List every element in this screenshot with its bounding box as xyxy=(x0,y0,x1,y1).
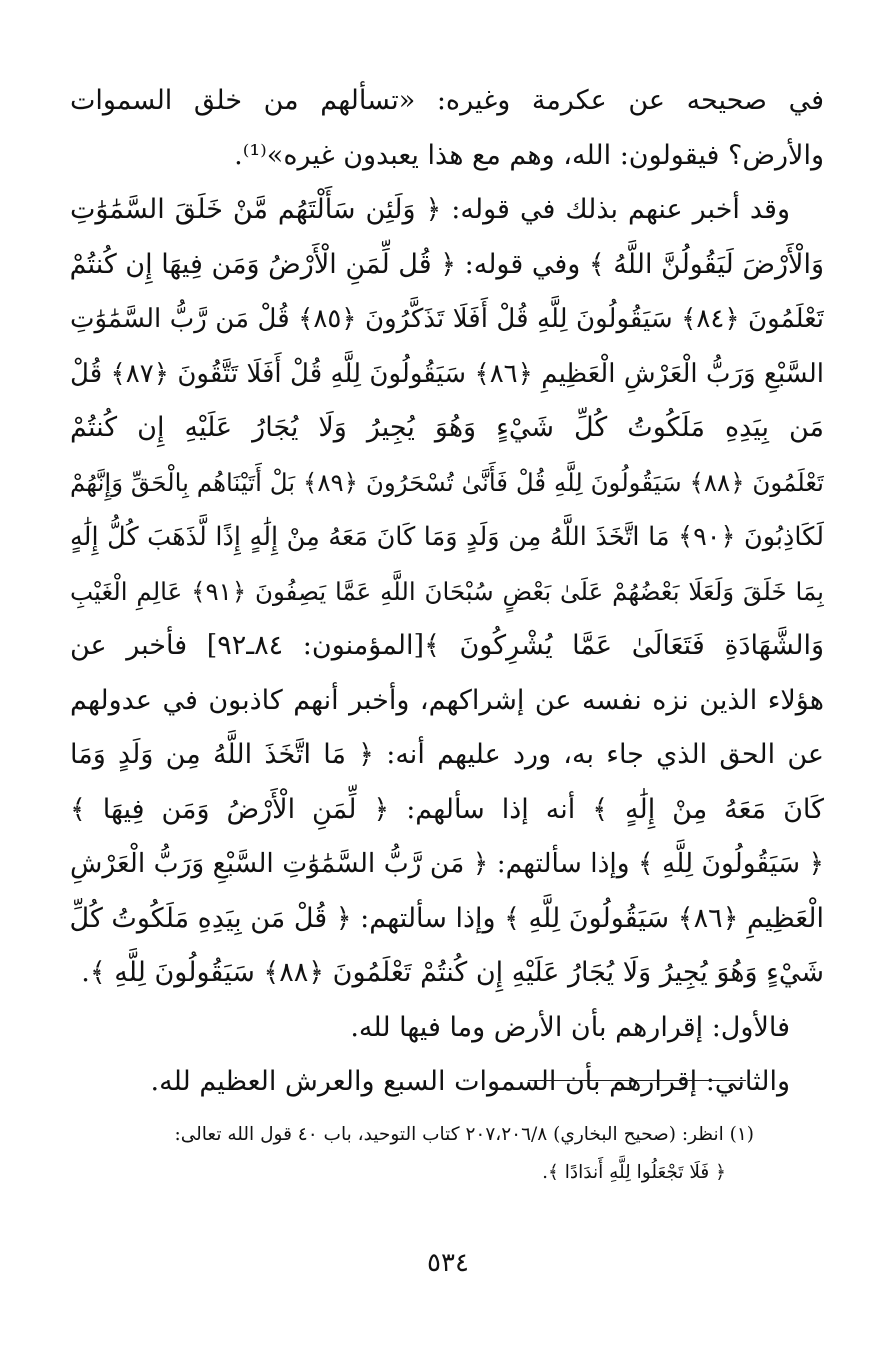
text-line-2: والأرض؟ فيقولون: الله، وهم مع هذا يعبدون غيره»⁽¹⁾. xyxy=(234,139,824,171)
text-line-6: السَّبْعِ وَرَبُّ الْعَرْشِ الْعَظِيمِ ﴿٨٦﴾ سَيَقُولُونَ لِلَّهِ قُلْ أَفَلَا تَتَّقُونَ ﴿٨٧﴾ قُلْ xyxy=(70,358,824,389)
footnote-line-1: (١) انظر: (صحيح البخاري) ٢٠٧،٢٠٦/٨ كتاب التوحيد، باب ٤٠ قول الله تعالى: xyxy=(174,1124,754,1145)
text-line-8: تَعْلَمُونَ ﴿٨٨﴾ سَيَقُولُونَ لِلَّهِ قُلْ فَأَنَّىٰ تُسْحَرُونَ ﴿٨٩﴾ بَلْ أَتَيْنَاهُم بِالْحَقِّ وَإِنَّهُمْ xyxy=(70,467,824,497)
text-line-15: ﴿ سَيَقُولُونَ لِلَّهِ ﴾ وإذا سألتهم: ﴿ مَن رَّبُّ السَّمَٰوَٰتِ السَّبْعِ وَرَبُّ الْعَرْشِ xyxy=(70,848,824,879)
footnote-line-2: ﴿ فَلَا تَجْعَلُوا لِلَّهِ أَندَادًا ﴾. xyxy=(542,1162,726,1183)
text-line-13: عن الحق الذي جاء به، ورد عليهم أنه: ﴿ مَا اتَّخَذَ اللَّهُ مِن وَلَدٍ وَمَا xyxy=(70,739,824,770)
text-line-16: الْعَظِيمِ ﴿٨٦﴾ سَيَقُولُونَ لِلَّهِ ﴾ وإذا سألتهم: ﴿ قُلْ مَن بِيَدِهِ مَلَكُوتُ كُلِّ xyxy=(70,902,824,934)
text-line-11: وَالشَّهَادَةِ فَتَعَالَىٰ عَمَّا يُشْرِكُونَ ﴾[المؤمنون: ٨٤ـ٩٢] فأخبر عن xyxy=(70,630,824,661)
text-line-3: وقد أخبر عنهم بذلك في قوله: ﴿ وَلَئِن سَأَلْتَهُم مَّنْ خَلَقَ السَّمَٰوَٰتِ xyxy=(70,194,790,225)
text-line-5: تَعْلَمُونَ ﴿٨٤﴾ سَيَقُولُونَ لِلَّهِ قُلْ أَفَلَا تَذَكَّرُونَ ﴿٨٥﴾ قُلْ مَن رَّبُّ السَّمَٰوَٰتِ xyxy=(70,304,824,334)
page-number: ٥٣٤ xyxy=(427,1248,469,1278)
text-line-12: هؤلاء الذين نزه نفسه عن إشراكهم، وأخبر أنهم كاذبون في عدولهم xyxy=(70,684,824,716)
text-line-14: كَانَ مَعَهُ مِنْ إِلَٰهٍ ﴾ أنه إذا سألهم: ﴿ لِّمَنِ الْأَرْضُ وَمَن فِيهَا ﴾ xyxy=(70,793,824,825)
text-line-10: بِمَا خَلَقَ وَلَعَلَا بَعْضُهُمْ عَلَىٰ بَعْضٍ سُبْحَانَ اللَّهِ عَمَّا يَصِفُونَ ﴿٩١﴾ عَالِمِ الْغَيْبِ xyxy=(70,576,824,606)
text-line-7: مَن بِيَدِهِ مَلَكُوتُ كُلِّ شَيْءٍ وَهُوَ يُجِيرُ وَلَا يُجَارُ عَلَيْهِ إِن كُنتُمْ xyxy=(70,412,824,443)
text-line-19: والثاني: إقرارهم بأن السموات السبع والعرش العظيم لله. xyxy=(150,1066,790,1097)
main-text xyxy=(70,74,824,1110)
footnote-separator xyxy=(528,1080,746,1081)
text-line-1: في صحيحه عن عكرمة وغيره: «تسألهم من خلق السموات xyxy=(70,85,824,116)
text-line-17: شَيْءٍ وَهُوَ يُجِيرُ وَلَا يُجَارُ عَلَيْهِ إِن كُنتُمْ تَعْلَمُونَ ﴿٨٨﴾ سَيَقُولُونَ لِلَّهِ ﴾. xyxy=(81,957,824,988)
text-line-9: لَكَاذِبُونَ ﴿٩٠﴾ مَا اتَّخَذَ اللَّهُ مِن وَلَدٍ وَمَا كَانَ مَعَهُ مِنْ إِلَٰهٍ إِذًا لَّذَهَبَ كُلُّ إِلَٰهٍ xyxy=(70,522,824,552)
text-line-4: وَالْأَرْضَ لَيَقُولُنَّ اللَّهُ ﴾ وفي قوله: ﴿ قُل لِّمَنِ الْأَرْضُ وَمَن فِيهَا إِن كُنتُمْ xyxy=(70,248,824,280)
footnote xyxy=(60,1116,754,1192)
text-line-18: فالأول: إقرارهم بأن الأرض وما فيها لله. xyxy=(350,1011,790,1043)
